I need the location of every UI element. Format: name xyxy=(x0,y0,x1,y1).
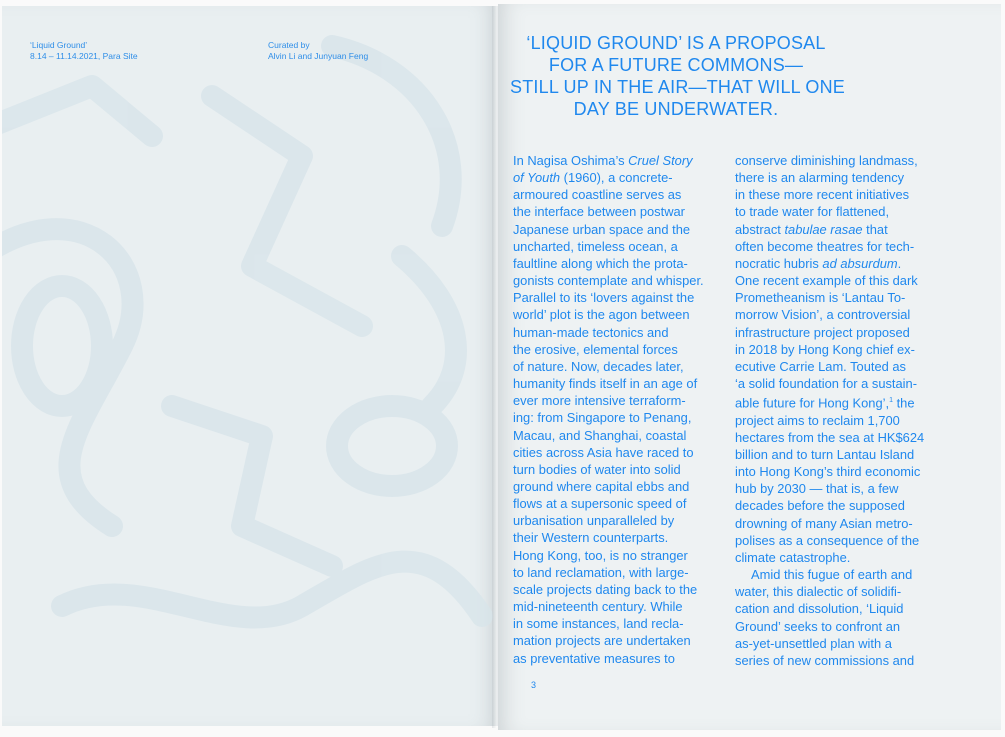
body-text-line: ground where capital ebbs and xyxy=(513,478,690,494)
body-text-line: Hong Kong, too, is no stranger xyxy=(513,547,688,563)
body-text-line: scale projects dating back to the xyxy=(513,581,698,597)
headline-line: ‘LIQUID GROUND’ IS A PROPOSAL xyxy=(526,33,826,53)
page-number: 3 xyxy=(531,680,537,690)
body-text-line: mid-nineteenth century. While xyxy=(513,599,683,615)
body-text-line: Parallel to its ‘lovers against the xyxy=(513,290,695,306)
body-text-line: abstract tabulae rasae that xyxy=(735,221,888,237)
body-text-line: in 2018 by Hong Kong chief ex- xyxy=(735,341,915,357)
headline-line: FOR A FUTURE COMMONS— xyxy=(548,55,804,75)
pattern-stroke xyxy=(212,96,362,326)
pattern-stroke xyxy=(402,256,456,406)
left-page xyxy=(2,6,498,726)
body-text-line: Prometheanism is ‘Lantau To- xyxy=(735,290,906,306)
faint-background-pattern xyxy=(2,6,498,726)
body-text-line: Ground’ seeks to confront an xyxy=(735,618,901,634)
body-text-line: Macau, and Shanghai, coastal xyxy=(513,427,687,443)
pattern-ring xyxy=(337,406,447,486)
body-text-line: as preventative measures to xyxy=(513,650,675,666)
body-text-line: morrow Vision’, a controversial xyxy=(735,307,911,323)
body-text-line: infrastructure project proposed xyxy=(735,324,910,340)
curator-names: Alvin Li and Junyuan Feng xyxy=(268,51,369,61)
body-text-line: able future for Hong Kong’,$^1$ the xyxy=(735,395,915,411)
exhibition-title: ‘Liquid Ground’ xyxy=(30,40,88,50)
body-text-line: polises as a consequence of the xyxy=(735,532,920,548)
body-text-line: flows at a supersonic speed of xyxy=(513,496,687,512)
body-text-line: uncharted, timeless ocean, a xyxy=(513,238,678,254)
body-text-line: decades before the supposed xyxy=(735,498,905,514)
body-text-line: conserve diminishing landmass, xyxy=(735,153,918,168)
body-text-line: drowning of many Asian metro- xyxy=(735,515,913,531)
body-text-line: Amid this fugue of earth and xyxy=(751,567,913,583)
body-text-line: series of new commissions and xyxy=(735,652,915,668)
headline-line: DAY BE UNDERWATER. xyxy=(573,99,779,119)
body-text-line: their Western counterparts. xyxy=(513,530,669,546)
exhibition-meta xyxy=(30,40,138,62)
body-text-line: human-made tectonics and xyxy=(513,324,669,340)
body-text-line: project aims to reclaim 1,700 xyxy=(735,412,900,428)
body-text-line: armoured coastline serves as xyxy=(513,187,682,203)
body-text-line: faultline along which the prota- xyxy=(513,255,688,271)
body-text-line: into Hong Kong’s third economic xyxy=(735,464,921,480)
body-text-line: of nature. Now, decades later, xyxy=(513,358,684,374)
exhibition-dates: 8.14 – 11.14.2021, Para Site xyxy=(30,51,138,61)
body-text-line: One recent example of this dark xyxy=(735,273,918,289)
headline xyxy=(510,32,846,120)
body-text-line: the erosive, elemental forces xyxy=(513,341,678,357)
body-text-line: world’ plot is the agon between xyxy=(513,307,690,323)
pattern-ring xyxy=(22,286,102,406)
curated-by-label: Curated by xyxy=(268,40,310,50)
body-text-line: mation projects are undertaken xyxy=(513,633,691,649)
curator-credit xyxy=(268,40,368,62)
body-text-line: nocratic hubris ad absurdum. xyxy=(735,255,902,271)
body-text-line: billion and to turn Lantau Island xyxy=(735,446,915,462)
body-text-line: cities across Asia have raced to xyxy=(513,444,694,460)
body-column-1 xyxy=(513,152,728,667)
body-text-line: urbanisation unparalleled by xyxy=(513,513,675,529)
body-text-line: ‘a solid foundation for a sustain- xyxy=(735,376,918,392)
body-text-line: gonists contemplate and whisper. xyxy=(513,273,704,289)
body-text-line: hectares from the sea at HK$624 xyxy=(735,429,925,445)
body-text-line: climate catastrophe. xyxy=(735,549,851,565)
body-text-line: often become theatres for tech- xyxy=(735,238,915,254)
body-text-line: there is an alarming tendency xyxy=(735,170,905,186)
body-text-line: in these more recent initiatives xyxy=(735,187,910,203)
body-text-line: in some instances, land recla- xyxy=(513,616,684,632)
headline-line: STILL UP IN THE AIR—THAT WILL ONE xyxy=(510,77,846,97)
body-text-line: hub by 2030 — that is, a few xyxy=(735,481,899,497)
body-text-line: as-yet-unsettled plan with a xyxy=(735,635,892,651)
pattern-stroke xyxy=(2,86,152,136)
body-text-line: to trade water for flattened, xyxy=(735,204,890,220)
body-text-line: In Nagisa Oshima’s Cruel Story xyxy=(513,153,693,168)
pattern-stroke xyxy=(332,46,451,226)
body-text-line: of Youth (1960), a concrete- xyxy=(513,170,673,186)
body-text-line: to land reclamation, with large- xyxy=(513,564,689,580)
body-text-line: turn bodies of water into solid xyxy=(513,461,681,477)
pattern-stroke xyxy=(172,406,332,566)
body-column-2 xyxy=(735,152,950,669)
body-text-line: the interface between postwar xyxy=(513,204,685,220)
pattern-stroke xyxy=(62,562,482,618)
body-text-line: Japanese urban space and the xyxy=(513,221,691,237)
body-text-line: ever more intensive terraform- xyxy=(513,393,686,409)
body-text-line: cation and dissolution, ‘Liquid xyxy=(735,601,904,617)
body-text-line: ing: from Singapore to Penang, xyxy=(513,410,692,426)
body-text-line: water, this dialectic of solidifi- xyxy=(735,584,902,600)
body-text-line: ecutive Carrie Lam. Touted as xyxy=(735,358,907,374)
body-text-line: humanity finds itself in an age of xyxy=(513,376,698,392)
